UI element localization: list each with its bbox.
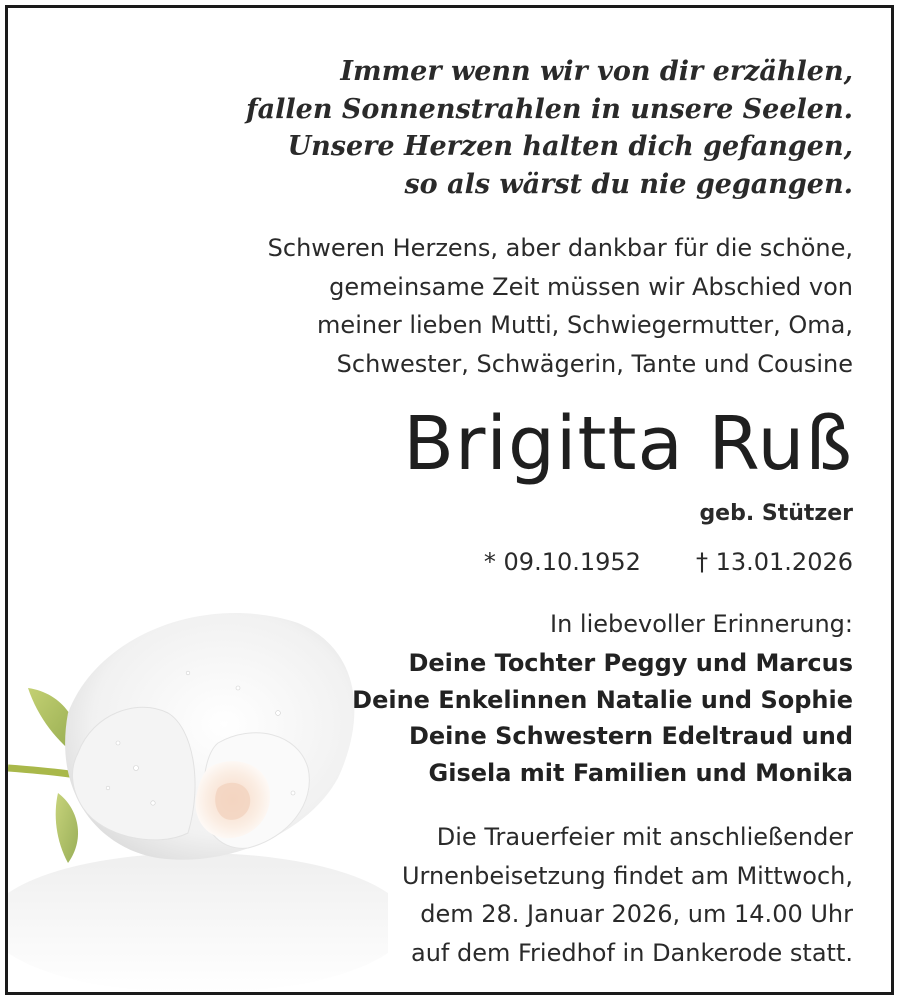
birth-date: * 09.10.1952 (483, 548, 641, 576)
farewell-intro (153, 229, 853, 383)
mourner-line: Deine Schwestern Edeltraud und (408, 722, 853, 750)
mourner-line: Deine Tochter Peggy und Marcus (408, 649, 853, 677)
poem-line: Unsere Herzen halten dich gefangen, (287, 131, 853, 162)
service-details (153, 818, 853, 972)
intro-line: Schwester, Schwägerin, Tante und Cousine (336, 349, 853, 378)
mourner-line: Deine Enkelinnen Natalie und Sophie (352, 685, 853, 714)
intro-line: meiner lieben Mutti, Schwiegermutter, Oma, (317, 311, 853, 339)
deceased-name: Brigitta Ruß (403, 401, 853, 487)
poem-line: so als wärst du nie gegangen. (404, 168, 853, 200)
death-date: † 13.01.2026 (695, 548, 853, 576)
intro-line: Schweren Herzens, aber dankbar für die schöne, (267, 234, 853, 262)
poem-line: fallen Sonnenstrahlen in unsere Seelen. (246, 93, 853, 125)
intro-line: gemeinsame Zeit müssen wir Abschied von (329, 272, 853, 301)
life-dates (484, 545, 853, 579)
obituary-frame (5, 5, 894, 995)
memory-label: In liebevoller Erinnerung: (550, 610, 853, 638)
poem-line: Immer wenn wir von dir erzählen, (340, 56, 853, 87)
service-line: auf dem Friedhof in Dankerode statt. (410, 938, 853, 967)
service-line: Urnenbeisetzung findet am Mittwoch, (401, 861, 853, 890)
maiden-name: geb. Stützer (699, 501, 853, 526)
mourners-list (153, 645, 853, 791)
memorial-poem (213, 53, 853, 203)
service-line: Die Trauerfeier mit anschließender (436, 823, 853, 851)
mourner-line: Gisela mit Familien und Monika (428, 758, 853, 787)
service-line: dem 28. Januar 2026, um 14.00 Uhr (420, 900, 853, 928)
